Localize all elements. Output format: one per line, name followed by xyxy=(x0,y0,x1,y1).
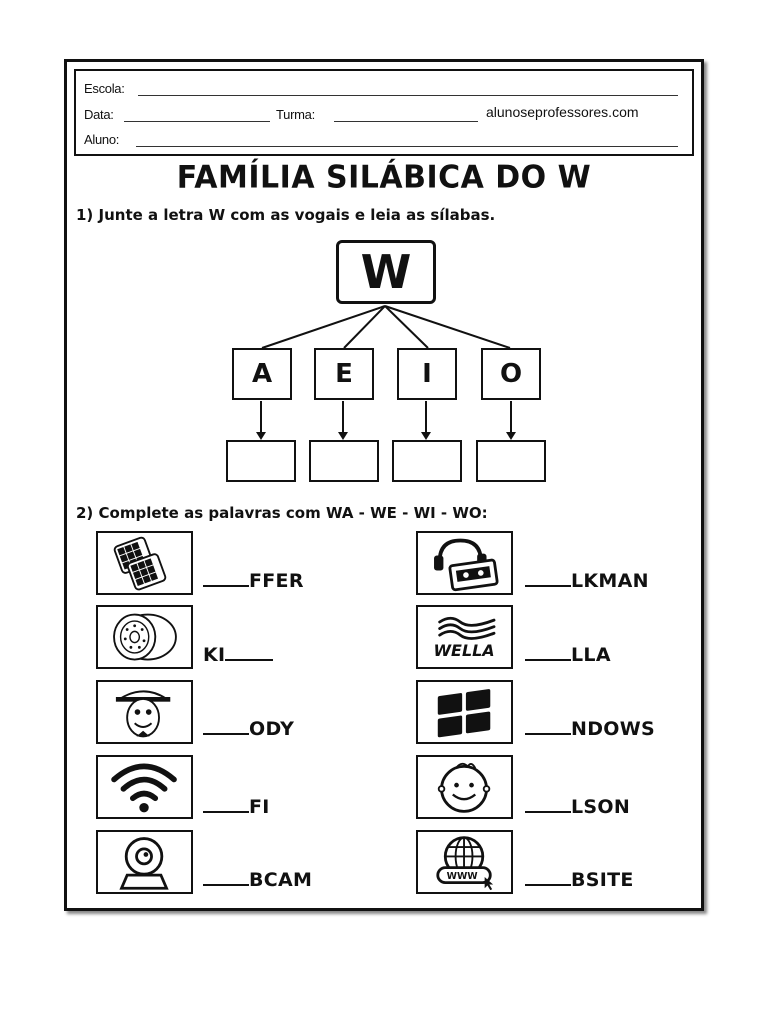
blank-line[interactable] xyxy=(525,810,571,813)
answer-box-wa[interactable] xyxy=(226,440,296,482)
kiwi-icon xyxy=(96,605,193,669)
walkman-icon xyxy=(416,531,513,595)
site-credit: alunoseprofessores.com xyxy=(486,104,639,120)
www-badge-text: WWW xyxy=(446,870,478,882)
answer-box-we[interactable] xyxy=(309,440,379,482)
word-website: BSITE xyxy=(525,869,634,891)
exercise1-instruction: 1) Junte a letra W com as vogais e leia as sílabas. xyxy=(76,206,496,224)
word-webcam: BCAM xyxy=(203,869,312,891)
word-wifi: FI xyxy=(203,796,270,818)
word-woody: ODY xyxy=(203,718,294,740)
aluno-label: Aluno: xyxy=(84,132,120,147)
word-wella: LLA xyxy=(525,644,611,666)
website-globe-icon xyxy=(416,830,513,894)
word-wilson: LSON xyxy=(525,796,630,818)
exercise2-instruction: 2) Complete as palavras com WA - WE - WI - WO: xyxy=(76,504,488,522)
windows-logo-icon xyxy=(416,680,513,744)
blank-line[interactable] xyxy=(525,883,571,886)
wella-logo-text: WELLA xyxy=(433,640,495,660)
blank-line[interactable] xyxy=(203,810,249,813)
vowel-box-a: A xyxy=(232,348,292,400)
blank-line[interactable] xyxy=(225,658,273,661)
blank-line[interactable] xyxy=(203,732,249,735)
woody-icon xyxy=(96,680,193,744)
blank-line[interactable] xyxy=(203,883,249,886)
letter-w-box: W xyxy=(336,240,436,304)
wella-logo-icon xyxy=(416,605,513,669)
vowel-box-o: O xyxy=(481,348,541,400)
blank-line[interactable] xyxy=(525,732,571,735)
wifi-icon xyxy=(96,755,193,819)
vowel-box-i: I xyxy=(397,348,457,400)
word-windows: NDOWS xyxy=(525,718,655,740)
blank-line[interactable] xyxy=(525,584,571,587)
page-title: FAMÍLIA SILÁBICA DO W xyxy=(176,159,592,196)
word-waffer: FFER xyxy=(203,570,304,592)
wilson-ball-icon xyxy=(416,755,513,819)
answer-box-wi[interactable] xyxy=(392,440,462,482)
waffle-icon xyxy=(96,531,193,595)
word-walkman: LKMAN xyxy=(525,570,649,592)
turma-label: Turma: xyxy=(276,107,315,122)
vowel-box-e: E xyxy=(314,348,374,400)
data-label: Data: xyxy=(84,107,114,122)
answer-box-wo[interactable] xyxy=(476,440,546,482)
webcam-icon xyxy=(96,830,193,894)
blank-line[interactable] xyxy=(525,658,571,661)
escola-label: Escola: xyxy=(84,81,125,96)
word-kiwi: KI xyxy=(203,644,273,666)
blank-line[interactable] xyxy=(203,584,249,587)
